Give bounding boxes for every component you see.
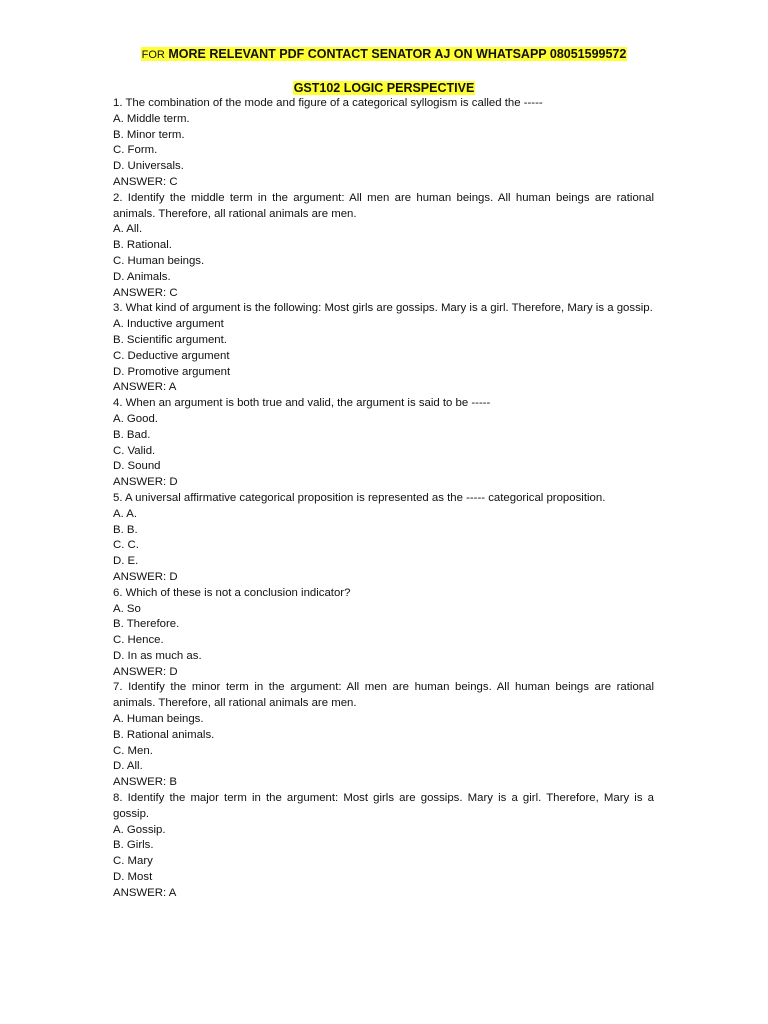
answer-option: D. All. [113, 760, 143, 773]
answer-option: A. So [113, 602, 141, 615]
answer-option: B. Girls. [113, 839, 154, 852]
answer-key: ANSWER: B [113, 776, 177, 789]
answer-option: C. C. [113, 539, 139, 552]
answer-key: ANSWER: C [113, 286, 178, 299]
answer-option: A. Inductive argument [113, 318, 224, 331]
banner-text: MORE RELEVANT PDF CONTACT SENATOR AJ ON WHATSAPP 08051599572 [168, 47, 627, 61]
question-text: 4. When an argument is both true and valid, the argument is said to be ----- [113, 397, 491, 410]
answer-option: B. Therefore. [113, 618, 180, 631]
answer-option: A. Gossip. [113, 823, 166, 836]
answer-key: ANSWER: C [113, 175, 178, 188]
question-block [113, 791, 654, 902]
question-text: 5. A universal affirmative categorical proposition is represented as the ----- categorical proposition. [113, 491, 606, 504]
answer-option: C. Hence. [113, 634, 164, 647]
question-text: 8. Identify the major term in the argument: Most girls are gossips. Mary is a girl. Therefore, Mary is a gossip. [113, 792, 654, 820]
question-text: 6. Which of these is not a conclusion indicator? [113, 586, 351, 599]
answer-option: B. B. [113, 523, 138, 536]
answer-option: D. Animals. [113, 270, 171, 283]
answer-key: ANSWER: D [113, 665, 178, 678]
answer-option: D. Most [113, 871, 153, 884]
answer-key: ANSWER: D [113, 570, 178, 583]
answer-option: B. Rational. [113, 239, 172, 252]
answer-option: D. Sound [113, 460, 161, 473]
answer-option: A. A. [113, 507, 138, 520]
answer-option: B. Rational animals. [113, 728, 215, 741]
question-list [113, 96, 654, 902]
contact-banner [0, 46, 768, 63]
question-block [113, 491, 654, 586]
answer-option: C. Human beings. [113, 254, 205, 267]
answer-option: A. Human beings. [113, 713, 204, 726]
answer-option: B. Minor term. [113, 128, 185, 141]
answer-option: A. Middle term. [113, 112, 190, 125]
question-block [113, 191, 654, 302]
question-block [113, 301, 654, 396]
document-title [0, 80, 768, 96]
question-block [113, 680, 654, 791]
question-text: 7. Identify the minor term in the argument: All men are human beings. All human beings are rational animals. Therefore, all rational animals are men. [113, 681, 654, 710]
answer-key: ANSWER: A [113, 381, 177, 394]
question-block [113, 396, 654, 491]
answer-option: D. Universals. [113, 160, 184, 173]
title-text: GST102 LOGIC PERSPECTIVE [293, 81, 475, 95]
banner-highlight [141, 47, 628, 61]
answer-option: D. Promotive argument [113, 365, 231, 378]
question-block [113, 96, 654, 191]
question-text: 3. What kind of argument is the following: Most girls are gossips. Mary is a girl. Therefore, Mary is a gossip. [113, 302, 653, 315]
answer-option: B. Bad. [113, 428, 151, 441]
answer-option: C. Form. [113, 144, 158, 157]
answer-key: ANSWER: A [113, 886, 177, 899]
answer-option: A. All. [113, 223, 143, 236]
answer-key: ANSWER: D [113, 476, 178, 489]
banner-prefix: FOR [141, 49, 165, 61]
answer-option: D. E. [113, 555, 139, 568]
answer-option: C. Men. [113, 744, 153, 757]
question-block [113, 586, 654, 681]
answer-option: B. Scientific argument. [113, 333, 227, 346]
answer-option: C. Valid. [113, 444, 156, 457]
answer-option: A. Good. [113, 412, 158, 425]
answer-option: C. Deductive argument [113, 349, 230, 362]
answer-option: C. Mary [113, 855, 153, 868]
question-text: 1. The combination of the mode and figure of a categorical syllogism is called the ----- [113, 97, 543, 109]
question-text: 2. Identify the middle term in the argument: All men are human beings. All human beings are rational animals. Therefore, all rational animals are men. [113, 191, 654, 220]
answer-option: D. In as much as. [113, 649, 202, 662]
